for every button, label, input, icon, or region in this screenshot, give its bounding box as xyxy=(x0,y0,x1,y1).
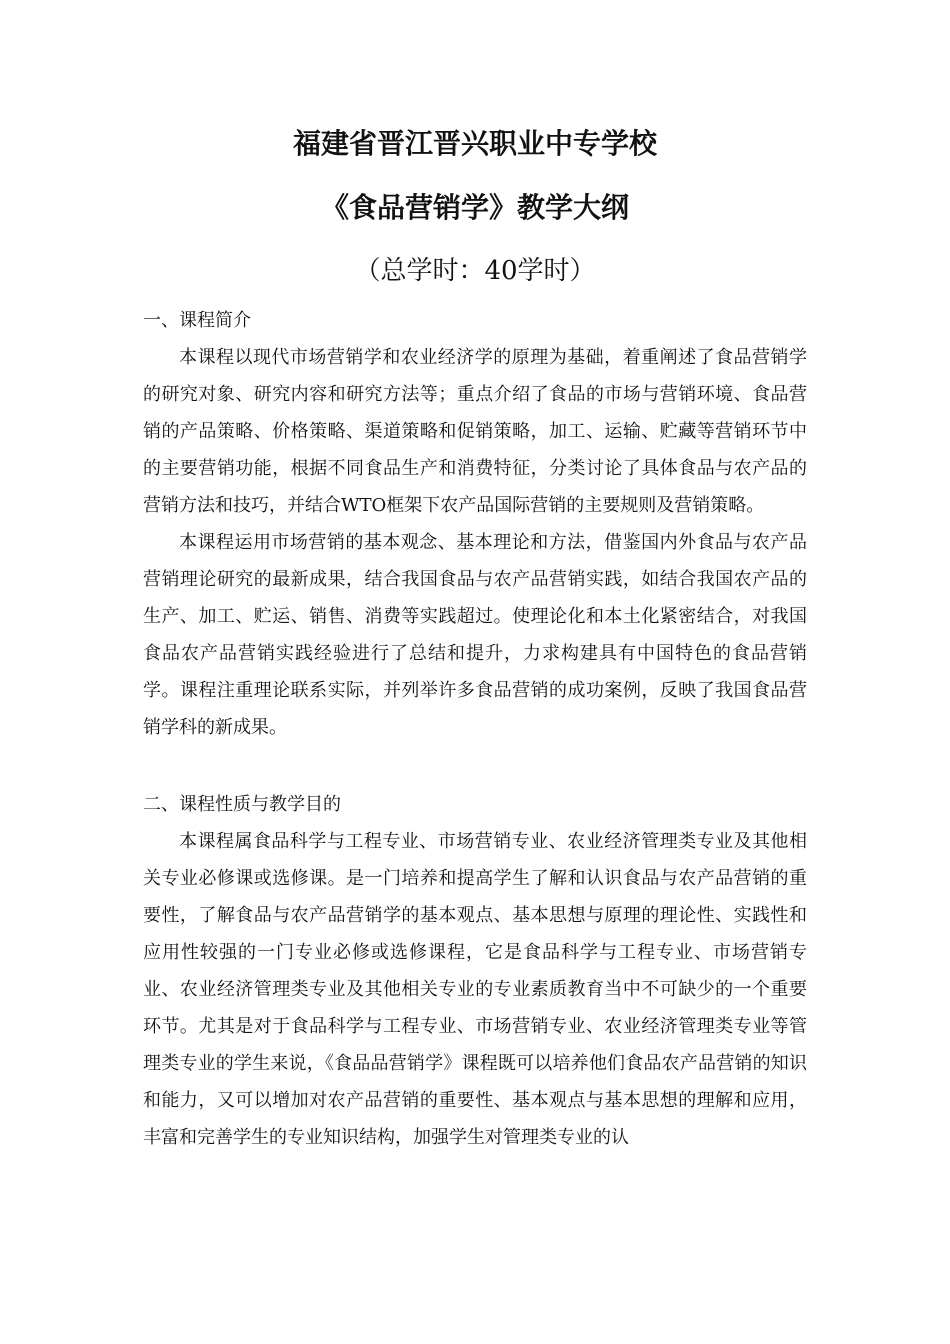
paragraph: 本课程运用市场营销的基本观念、基本理论和方法，借鉴国内外食品与农产品营销理论研究的最新成果，结合我国食品与农产品营销实践，如结合我国农产品的生产、加工、贮运、销售、消费等实践超过。使理论化和本土化紧密结合，对我国食品农产品营销实践经验进行了总结和提升，力求构建具有中国特色的食品营销学。课程注重理论联系实际，并列举许多食品营销的成功案例，反映了我国食品营销学科的新成果。 xyxy=(143,532,807,738)
course-title: 《食品营销学》教学大纲 xyxy=(320,191,629,224)
school-title: 福建省晋江晋兴职业中专学校 xyxy=(292,127,657,160)
section-heading: 二、课程性质与教学目的 xyxy=(143,794,341,815)
total-hours: （总学时：40学时） xyxy=(354,256,596,286)
section-course-intro xyxy=(143,302,807,746)
paragraph: 本课程属食品科学与工程专业、市场营销专业、农业经济管理类专业及其他相关专业必修课或选修课。是一门培养和提高学生了解和认识食品与农产品营销的重要性，了解食品与农产品营销学的基本观点、基本思想与原理的理论性、实践性和应用性较强的一门专业必修或选修课程，它是食品科学与工程专业、市场营销专业、农业经济管理类专业及其他相关专业的专业素质教育当中不可缺少的一个重要环节。尤其是对于食品科学与工程专业、市场营销专业、农业经济管理类专业等管理类专业的学生来说，《食品品营销学》课程既可以培养他们食品农产品营销的知识和能力，又可以增加对农产品营销的重要性、基本观点与基本思想的理解和应用，丰富和完善学生的专业知识结构，加强学生对管理类专业的认 xyxy=(143,831,807,1148)
section-heading: 一、课程简介 xyxy=(143,310,251,331)
section-course-nature xyxy=(143,786,807,1156)
paragraph: 本课程以现代市场营销学和农业经济学的原理为基础，着重阐述了食品营销学的研究对象、研究内容和研究方法等；重点介绍了食品的市场与营销环境、食品营销的产品策略、价格策略、渠道策略和促销策略，加工、运输、贮藏等营销环节中的主要营销功能，根据不同食品生产和消费特征，分类讨论了具体食品与农产品的营销方法和技巧，并结合WTO框架下农产品国际营销的主要规则及营销策略。 xyxy=(143,347,807,516)
